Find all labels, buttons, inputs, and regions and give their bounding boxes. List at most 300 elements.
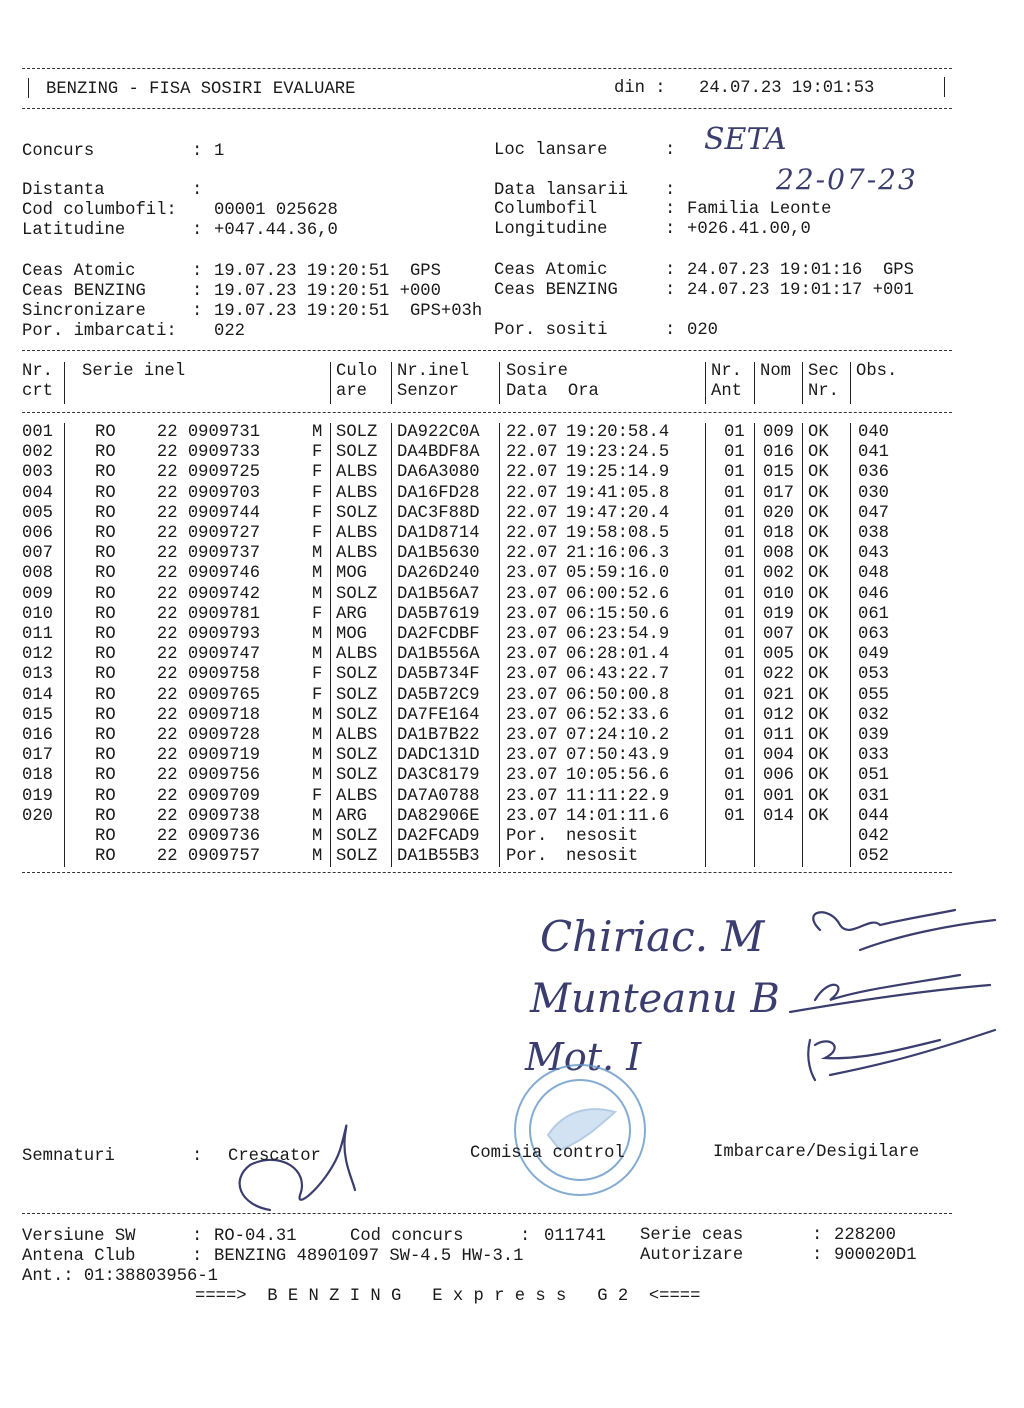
row-culoare: SOLZ [336, 847, 378, 866]
row-nom: 008 [763, 544, 794, 563]
row-sex: M [312, 746, 323, 765]
colon: : [192, 262, 203, 281]
colon: : [192, 1227, 203, 1246]
row-nr: 011 [22, 625, 53, 644]
row-data: 23.07 [506, 665, 558, 684]
row-ant: 01 [724, 625, 745, 644]
row-obs: 043 [858, 544, 889, 563]
longitudine-value: +026.41.00,0 [687, 220, 811, 239]
column-header: Obs. [856, 362, 898, 381]
row-ant: 01 [724, 524, 745, 543]
row-senzor: DA82906E [397, 807, 480, 826]
row-ant: 01 [724, 423, 745, 442]
colon: : [812, 1226, 823, 1245]
row-data: 22.07 [506, 544, 558, 563]
row-senzor: DA3C8179 [397, 766, 480, 785]
row-ora: 07:50:43.9 [566, 746, 670, 765]
row-nr: 018 [22, 766, 53, 785]
row-senzor: DA4BDF8A [397, 443, 480, 462]
row-serie-inel: RO 22 0909738 [95, 807, 261, 826]
row-obs: 055 [858, 686, 889, 705]
row-obs: 032 [858, 706, 889, 725]
row-ant: 01 [724, 484, 745, 503]
row-ora: nesosit [566, 827, 639, 846]
row-obs: 039 [858, 726, 889, 745]
crescator-label: Crescator [228, 1147, 321, 1166]
row-serie-inel: RO 22 0909757 [95, 847, 261, 866]
row-culoare: SOLZ [336, 665, 378, 684]
row-culoare: ALBS [336, 524, 378, 543]
loc-lansare-label: Loc lansare [494, 141, 608, 160]
row-sex: M [312, 827, 323, 846]
column-header: Serie inel [82, 362, 186, 381]
row-ora: 19:23:24.5 [566, 443, 670, 462]
row-sex: F [312, 524, 323, 543]
row-sec: OK [808, 686, 829, 705]
data-lansarii-handwritten: 22-07-23 [776, 163, 918, 196]
row-nom: 011 [763, 726, 794, 745]
colon: : [665, 181, 676, 200]
row-nom: 010 [763, 585, 794, 604]
row-data: 23.07 [506, 585, 558, 604]
row-culoare: ALBS [336, 484, 378, 503]
sincronizare-value: 19.07.23 19:20:51 GPS+03h [214, 302, 483, 321]
row-sex: F [312, 686, 323, 705]
ceas-atomic-start: 19.07.23 19:20:51 GPS [214, 262, 441, 281]
row-obs: 051 [858, 766, 889, 785]
colon: : [520, 1227, 531, 1246]
row-obs: 063 [858, 625, 889, 644]
row-ant: 01 [724, 686, 745, 705]
cod-columbofil-value: 00001 025628 [214, 201, 338, 220]
column-header-sub: Nr. [808, 382, 839, 401]
signature-scribble [808, 1030, 995, 1080]
row-data: 22.07 [506, 504, 558, 523]
concurs-value: 1 [214, 142, 225, 161]
row-ant: 01 [724, 787, 745, 806]
row-serie-inel: RO 22 0909737 [95, 544, 261, 563]
column-header-sub: Data Ora [506, 382, 599, 401]
row-sex: F [312, 463, 323, 482]
row-ora: 19:58:08.5 [566, 524, 670, 543]
por-imbarcati-value: 022 [214, 322, 245, 341]
column-header: Nr. [22, 362, 53, 381]
colon: : [192, 302, 203, 321]
row-obs: 061 [858, 605, 889, 624]
row-nom: 016 [763, 443, 794, 462]
row-sec: OK [808, 443, 829, 462]
row-culoare: SOLZ [336, 827, 378, 846]
row-sex: M [312, 766, 323, 785]
row-data: 23.07 [506, 746, 558, 765]
row-sec: OK [808, 484, 829, 503]
row-ant: 01 [724, 645, 745, 664]
row-nom: 018 [763, 524, 794, 543]
semnaturi-label: Semnaturi [22, 1147, 115, 1166]
row-serie-inel: RO 22 0909733 [95, 443, 261, 462]
report-date: 24.07.23 19:01:53 [699, 79, 875, 98]
row-sec: OK [808, 625, 829, 644]
columbofil-label: Columbofil [494, 200, 598, 219]
row-nom: 021 [763, 686, 794, 705]
data-lansarii-label: Data lansarii [494, 181, 629, 200]
ceas-benzing-end-label: Ceas BENZING [494, 281, 618, 300]
row-nom: 014 [763, 807, 794, 826]
row-sec: OK [808, 564, 829, 583]
row-culoare: SOLZ [336, 706, 378, 725]
row-culoare: ARG [336, 807, 367, 826]
row-serie-inel: RO 22 0909709 [95, 787, 261, 806]
row-obs: 042 [858, 827, 889, 846]
row-sec: OK [808, 504, 829, 523]
column-header: Nr. [711, 362, 742, 381]
row-culoare: SOLZ [336, 423, 378, 442]
signature-scribble [790, 975, 990, 1012]
row-data: 23.07 [506, 706, 558, 725]
por-sositi-value: 020 [687, 321, 718, 340]
row-nr: 010 [22, 605, 53, 624]
row-nr: 017 [22, 746, 53, 765]
row-nr: 003 [22, 463, 53, 482]
row-data: 22.07 [506, 423, 558, 442]
column-header-sub: crt [22, 382, 53, 401]
row-serie-inel: RO 22 0909781 [95, 605, 261, 624]
row-sex: M [312, 726, 323, 745]
column-header-sub: Ant [711, 382, 742, 401]
row-ant: 01 [724, 463, 745, 482]
latitudine-label: Latitudine [22, 221, 126, 240]
row-ora: 14:01:11.6 [566, 807, 670, 826]
row-senzor: DA1B55B3 [397, 847, 480, 866]
row-nom: 005 [763, 645, 794, 664]
row-nr: 013 [22, 665, 53, 684]
longitudine-label: Longitudine [494, 220, 608, 239]
row-senzor: DA1B56A7 [397, 585, 480, 604]
row-ant: 01 [724, 564, 745, 583]
row-sex: M [312, 645, 323, 664]
row-culoare: SOLZ [336, 504, 378, 523]
row-ant: 01 [724, 706, 745, 725]
row-serie-inel: RO 22 0909744 [95, 504, 261, 523]
row-sex: M [312, 585, 323, 604]
row-serie-inel: RO 22 0909718 [95, 706, 261, 725]
row-ant: 01 [724, 807, 745, 826]
row-sex: F [312, 484, 323, 503]
row-culoare: SOLZ [336, 766, 378, 785]
colon: : [665, 261, 676, 280]
row-serie-inel: RO 22 0909725 [95, 463, 261, 482]
row-ora: 05:59:16.0 [566, 564, 670, 583]
row-obs: 040 [858, 423, 889, 442]
row-sex: F [312, 665, 323, 684]
row-data: 22.07 [506, 463, 558, 482]
row-sec: OK [808, 585, 829, 604]
row-nr: 016 [22, 726, 53, 745]
row-culoare: SOLZ [336, 746, 378, 765]
row-obs: 033 [858, 746, 889, 765]
row-serie-inel: RO 22 0909756 [95, 766, 261, 785]
colon: : [192, 221, 203, 240]
row-nr: 009 [22, 585, 53, 604]
row-sec: OK [808, 787, 829, 806]
column-header: Sec [808, 362, 839, 381]
row-senzor: DA2FCAD9 [397, 827, 480, 846]
row-nom: 015 [763, 463, 794, 482]
signature-name-1: Chiriac. M [540, 912, 765, 961]
row-obs: 036 [858, 463, 889, 482]
row-ora: 06:23:54.9 [566, 625, 670, 644]
row-ora: 06:52:33.6 [566, 706, 670, 725]
row-ora: 19:25:14.9 [566, 463, 670, 482]
row-culoare: MOG [336, 625, 367, 644]
row-serie-inel: RO 22 0909742 [95, 585, 261, 604]
sincronizare-label: Sincronizare [22, 302, 146, 321]
autorizare-label: Autorizare [640, 1246, 744, 1265]
antena-value: BENZING 48901097 SW-4.5 HW-3.1 [214, 1247, 524, 1266]
row-obs: 049 [858, 645, 889, 664]
stamp [515, 1065, 645, 1195]
row-senzor: DA7A0788 [397, 787, 480, 806]
row-serie-inel: RO 22 0909793 [95, 625, 261, 644]
row-sex: F [312, 504, 323, 523]
row-ant: 01 [724, 443, 745, 462]
row-sex: M [312, 807, 323, 826]
row-obs: 041 [858, 443, 889, 462]
row-ant: 01 [724, 766, 745, 785]
row-data: 23.07 [506, 625, 558, 644]
concurs-label: Concurs [22, 142, 95, 161]
colon: : [665, 200, 676, 219]
comisia-control-label: Comisia control [470, 1144, 625, 1163]
row-ora: 07:24:10.2 [566, 726, 670, 745]
row-obs: 052 [858, 847, 889, 866]
row-data: Por. [506, 827, 548, 846]
ceas-atomic-end: 24.07.23 19:01:16 GPS [687, 261, 914, 280]
row-sec: OK [808, 746, 829, 765]
row-senzor: DAC3F88D [397, 504, 480, 523]
row-culoare: ALBS [336, 726, 378, 745]
row-sex: F [312, 605, 323, 624]
row-obs: 044 [858, 807, 889, 826]
row-sec: OK [808, 544, 829, 563]
column-header-sub: Senzor [397, 382, 459, 401]
versiune-label: Versiune SW [22, 1227, 136, 1246]
colon: : [192, 181, 203, 200]
row-nr: 001 [22, 423, 53, 442]
row-obs: 048 [858, 564, 889, 583]
row-nr: 015 [22, 706, 53, 725]
cod-concurs-value: 011741 [544, 1227, 606, 1246]
row-nr: 007 [22, 544, 53, 563]
row-senzor: DA1B5630 [397, 544, 480, 563]
row-data: 23.07 [506, 766, 558, 785]
column-header: Nom [760, 362, 791, 381]
row-obs: 046 [858, 585, 889, 604]
row-data: 22.07 [506, 443, 558, 462]
row-serie-inel: RO 22 0909736 [95, 827, 261, 846]
row-senzor: DA1D8714 [397, 524, 480, 543]
row-data: 23.07 [506, 564, 558, 583]
column-header: Sosire [506, 362, 568, 381]
serie-ceas-label: Serie ceas [640, 1226, 744, 1245]
report-title: BENZING - FISA SOSIRI EVALUARE [46, 80, 356, 99]
row-serie-inel: RO 22 0909703 [95, 484, 261, 503]
benzing-banner: ====> B E N Z I N G E x p r e s s G 2 <==== [195, 1287, 701, 1306]
row-senzor: DA6A3080 [397, 463, 480, 482]
colon: : [192, 282, 203, 301]
row-nom: 001 [763, 787, 794, 806]
row-ora: 21:16:06.3 [566, 544, 670, 563]
row-culoare: ALBS [336, 645, 378, 664]
row-nom: 019 [763, 605, 794, 624]
row-ora: 11:11:22.9 [566, 787, 670, 806]
column-header: Nr.inel [397, 362, 470, 381]
crescator-signature [240, 1126, 355, 1210]
row-senzor: DA5B72C9 [397, 686, 480, 705]
row-ant: 01 [724, 605, 745, 624]
row-senzor: DA1B7B22 [397, 726, 480, 745]
ceas-atomic-start-label: Ceas Atomic [22, 262, 136, 281]
latitudine-value: +047.44.36,0 [214, 221, 338, 240]
date-label: din : [614, 79, 666, 98]
row-ora: 06:43:22.7 [566, 665, 670, 684]
row-ora: 19:41:05.8 [566, 484, 670, 503]
row-nr: 008 [22, 564, 53, 583]
row-senzor: DA1B556A [397, 645, 480, 664]
row-obs: 030 [858, 484, 889, 503]
row-nom: 009 [763, 423, 794, 442]
row-senzor: DADC131D [397, 746, 480, 765]
distanta-label: Distanta [22, 181, 105, 200]
row-senzor: DA2FCDBF [397, 625, 480, 644]
signature-scribble [813, 910, 995, 950]
row-serie-inel: RO 22 0909765 [95, 686, 261, 705]
row-sec: OK [808, 645, 829, 664]
row-nr: 020 [22, 807, 53, 826]
row-nr: 005 [22, 504, 53, 523]
row-serie-inel: RO 22 0909727 [95, 524, 261, 543]
row-ant: 01 [724, 665, 745, 684]
row-sex: M [312, 847, 323, 866]
row-sec: OK [808, 807, 829, 826]
row-ant: 01 [724, 504, 745, 523]
signature-name-3: Mot. I [525, 1035, 642, 1079]
colon: : [812, 1246, 823, 1265]
row-nr: 006 [22, 524, 53, 543]
row-sex: M [312, 423, 323, 442]
row-nom: 017 [763, 484, 794, 503]
row-senzor: DA922C0A [397, 423, 480, 442]
row-data: 23.07 [506, 807, 558, 826]
row-nom: 004 [763, 746, 794, 765]
row-serie-inel: RO 22 0909746 [95, 564, 261, 583]
row-sec: OK [808, 463, 829, 482]
row-data: 23.07 [506, 605, 558, 624]
row-senzor: DA7FE164 [397, 706, 480, 725]
row-culoare: ARG [336, 605, 367, 624]
row-ora: 06:28:01.4 [566, 645, 670, 664]
row-sec: OK [808, 706, 829, 725]
serie-ceas-value: 228200 [834, 1226, 896, 1245]
colon: : [665, 281, 676, 300]
autorizare-value: 900020D1 [834, 1246, 917, 1265]
row-nom: 020 [763, 504, 794, 523]
row-culoare: ALBS [336, 463, 378, 482]
antena-label: Antena Club [22, 1247, 136, 1266]
row-serie-inel: RO 22 0909747 [95, 645, 261, 664]
columbofil-value: Familia Leonte [687, 200, 832, 219]
column-header-sub: are [336, 382, 367, 401]
colon: : [192, 1147, 203, 1166]
row-sec: OK [808, 766, 829, 785]
row-ant: 01 [724, 544, 745, 563]
row-ora: nesosit [566, 847, 639, 866]
row-data: 23.07 [506, 645, 558, 664]
row-obs: 031 [858, 787, 889, 806]
row-culoare: SOLZ [336, 585, 378, 604]
row-ora: 06:50:00.8 [566, 686, 670, 705]
row-nr: 004 [22, 484, 53, 503]
row-data: 23.07 [506, 726, 558, 745]
row-ora: 06:00:52.6 [566, 585, 670, 604]
row-culoare: MOG [336, 564, 367, 583]
cod-concurs-label: Cod concurs [350, 1227, 464, 1246]
row-culoare: SOLZ [336, 443, 378, 462]
row-ant: 01 [724, 726, 745, 745]
colon: : [192, 1247, 203, 1266]
row-culoare: ALBS [336, 787, 378, 806]
row-sec: OK [808, 605, 829, 624]
row-sex: M [312, 544, 323, 563]
row-culoare: SOLZ [336, 686, 378, 705]
row-senzor: DA5B7619 [397, 605, 480, 624]
colon: : [665, 220, 676, 239]
row-ora: 19:47:20.4 [566, 504, 670, 523]
ant-line: Ant.: 01:38803956-1 [22, 1267, 218, 1286]
row-sex: M [312, 706, 323, 725]
row-culoare: ALBS [336, 544, 378, 563]
row-nom: 006 [763, 766, 794, 785]
row-nom: 012 [763, 706, 794, 725]
row-data: 23.07 [506, 787, 558, 806]
row-senzor: DA16FD28 [397, 484, 480, 503]
por-imbarcati-label: Por. imbarcati: [22, 322, 177, 341]
row-nr: 014 [22, 686, 53, 705]
row-nom: 022 [763, 665, 794, 684]
row-nr: 012 [22, 645, 53, 664]
row-data: 23.07 [506, 686, 558, 705]
row-obs: 047 [858, 504, 889, 523]
row-nom: 007 [763, 625, 794, 644]
colon: : [665, 321, 676, 340]
row-sex: F [312, 443, 323, 462]
row-sec: OK [808, 726, 829, 745]
row-nr: 019 [22, 787, 53, 806]
ceas-benzing-end: 24.07.23 19:01:17 +001 [687, 281, 914, 300]
row-sex: M [312, 564, 323, 583]
colon: : [192, 142, 213, 161]
versiune-value: RO-04.31 [214, 1227, 297, 1246]
colon: : [665, 141, 676, 160]
column-header: Culo [336, 362, 378, 381]
imbarcare-label: Imbarcare/Desigilare [713, 1143, 920, 1162]
row-serie-inel: RO 22 0909731 [95, 423, 261, 442]
row-senzor: DA26D240 [397, 564, 480, 583]
signature-name-2: Munteanu B [530, 976, 780, 1022]
ceas-benzing-start: 19.07.23 19:20:51 +000 [214, 282, 441, 301]
row-ant: 01 [724, 585, 745, 604]
row-sex: F [312, 787, 323, 806]
